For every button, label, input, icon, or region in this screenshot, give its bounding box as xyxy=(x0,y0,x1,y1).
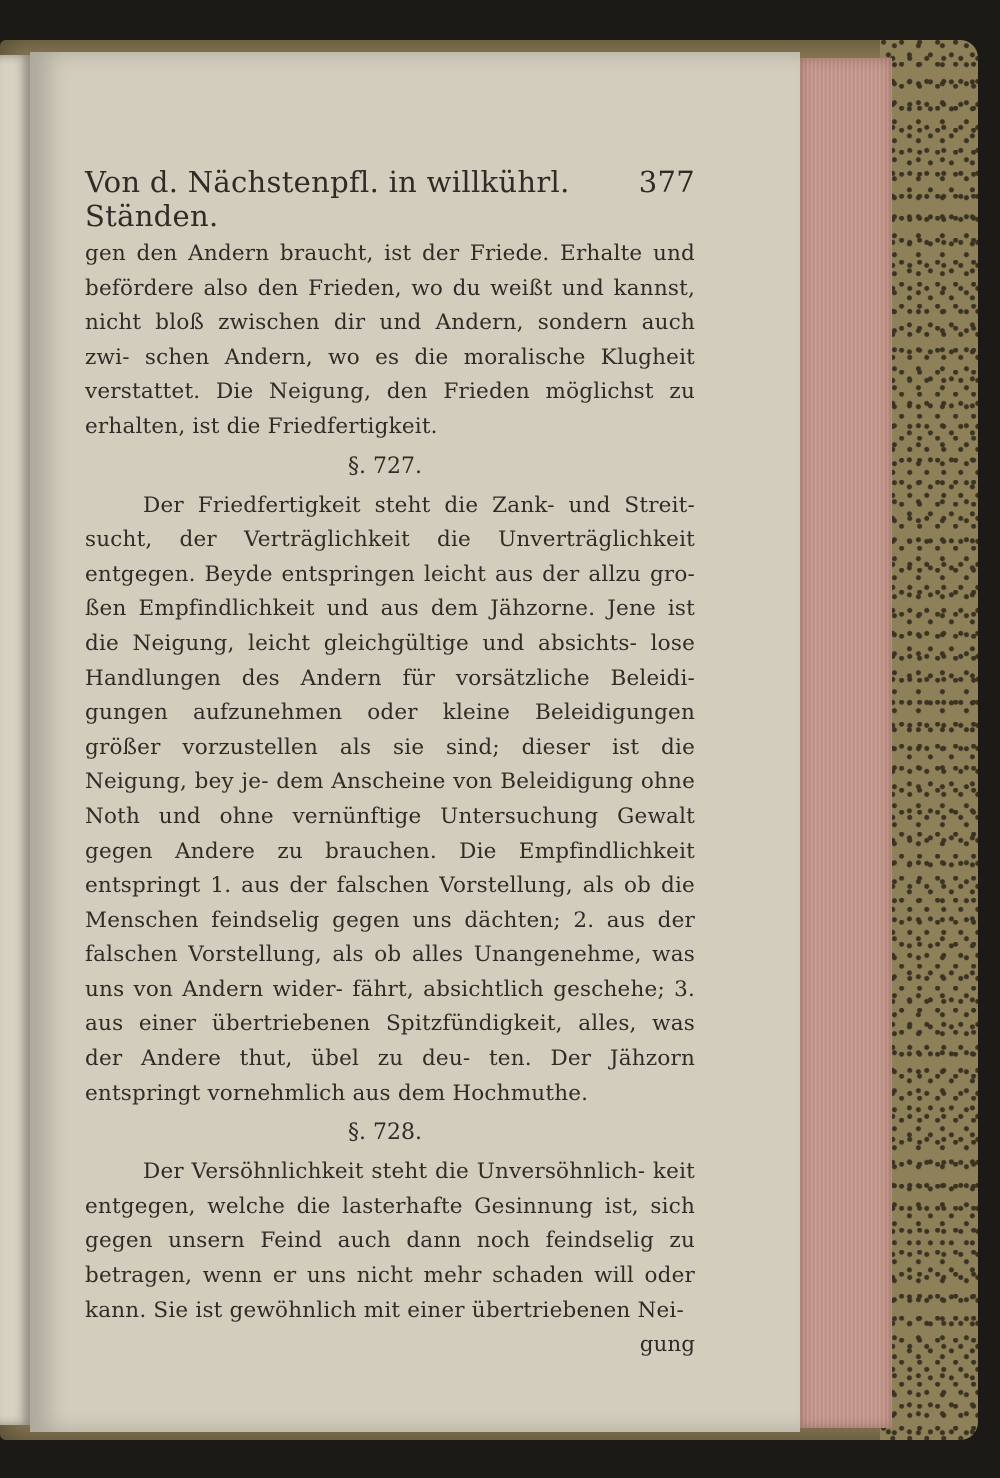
running-header xyxy=(85,165,695,233)
left-page-edge xyxy=(0,55,30,1425)
running-title: Von d. Nächstenpfl. in willkührl. Ständen. xyxy=(85,165,570,233)
paragraph-1: gen den Andern braucht, ist der Friede. Erhalte und befördere also den Frieden, wo du weißt und kannst, nicht bloß zwischen dir und Andern, sondern auch zwi- schen Andern, wo es die moralische Klugheit verstattet. Die Neigung, den Frieden möglichst zu erhalten, ist die Friedfertigkeit. xyxy=(85,241,695,439)
section-727-heading: §. 727. xyxy=(348,453,422,479)
section-728-heading: §. 728. xyxy=(348,1120,422,1146)
page-number: 377 xyxy=(638,165,695,199)
page-text xyxy=(85,165,695,1362)
page-fore-edge xyxy=(800,58,892,1428)
cover-marbling xyxy=(880,40,978,1440)
paragraph-728: Der Versöhnlichkeit steht die Unversöhnlich- keit entgegen, welche die lasterhafte Gesinnung ist, sich gegen unsern Feind auch dann noch feindselig zu betragen, wenn er uns nicht mehr schaden will oder kann. Sie ist gewöhnlich mit einer übertriebenen Nei- xyxy=(85,1159,695,1323)
catchword: gung xyxy=(639,1332,695,1358)
paragraph-727: Der Friedfertigkeit steht die Zank- und Streit- sucht, der Verträglichkeit die Unverträglichkeit entgegen. Beyde entspringen leicht aus der allzu gro- ßen Empfindlichkeit und aus dem Jähzorne. Jene ist die Neigung, leicht gleichgültige und absichts- lose Handlungen des Andern für vorsätzliche Beleidi- gungen aufzunehmen oder kleine Beleidigungen größer vorzustellen als sie sind; dieser ist die Neigung, bey je- dem Anscheine von Beleidigung ohne Noth und ohne vernünftige Untersuchung Gewalt gegen Andere zu brauchen. Die Empfindlichkeit entspringt 1. aus der falschen Vorstellung, als ob die Menschen feindselig gegen uns dächten; 2. aus der falschen Vorstellung, als ob alles Unangenehme, was uns von Andern wider- fährt, absichtlich geschehe; 3. aus einer übertriebenen Spitzfündigkeit, alles, was der Andere thut, übel zu deu- ten. Der Jähzorn entspringt vornehmlich aus dem Hochmuthe. xyxy=(85,492,695,1106)
